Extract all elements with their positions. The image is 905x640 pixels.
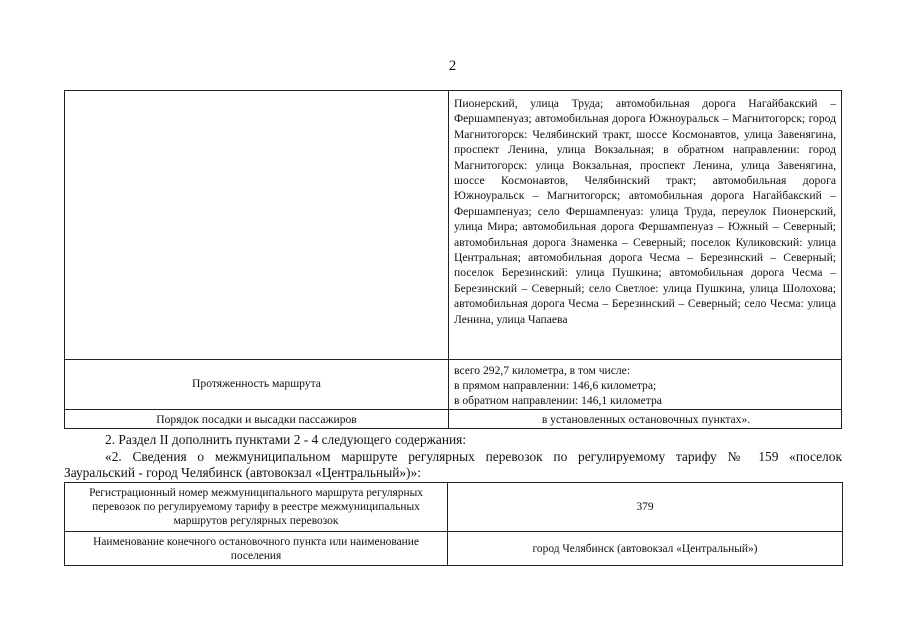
page-number: 2 (448, 58, 457, 74)
route-table-row-divider (65, 409, 841, 410)
table-row (65, 532, 843, 566)
route-length-back: в обратном направлении: 146,1 километра (454, 394, 662, 407)
route-length-forward: в прямом направлении: 146,6 километра; (454, 379, 657, 392)
route-length-total: всего 292,7 километра, в том числе: (454, 364, 631, 377)
route-159-table (64, 482, 843, 566)
table-row (65, 483, 843, 532)
paragraph-section-2: 2. Раздел II дополнить пунктами 2 - 4 следующего содержания: (105, 432, 467, 447)
route-length-value (454, 363, 836, 408)
terminal-stop-label: Наименование конечного остановочного пункта или наименование поселения (65, 532, 448, 566)
route-description: Пионерский, улица Труда; автомобильная дорога Нагайбакский – Фершампенуаз; автомобильная дорога Южноуральск – Магнитогорск; город Магнитогорск: Челябинский тракт, шоссе Космонавтов, улица Завенягина, проспект Ленина, улица Вокзальная; в обратном направлении: город Магнитогорск: улица Вокзальная, проспект Ленина, улица Завенягина, шоссе Космонавтов, Челябинский тракт; автомобильная дорога Южноуральск – Магнитогорск; автомобильная дорога Нагайбакский – Фершампенуаз; село Фершампенуаз: улица Труда, переулок Пионерский, улица Мира; автомобильная дорога Фершампенуаз – Южный – Северный; автомобильная дорога Знаменка – Северный; поселок Куликовский: улица Центральная; автомобильная дорога Чесма – Березинский – Северный; поселок Березинский: улица Пушкина; автомобильная дорога Чесма – Березинский – Северный; село Светлое: улица Пушкина, улица Шолохова; автомобильная дорога Чесма – Березинский – Северный; село Чесма: улица Ленина, улица Чапаева (454, 97, 836, 326)
registration-number-value: 379 (448, 483, 843, 532)
route-length-label: Протяженность маршрута (192, 377, 321, 390)
route-table (64, 90, 842, 429)
boarding-label: Порядок посадки и высадки пассажиров (156, 413, 357, 426)
registration-number-label: Регистрационный номер межмуниципального маршрута регулярных перевозок по регулируемому тарифу в реестре межмуниципальных маршрутов регулярных перевозок (65, 483, 448, 532)
paragraph-route-159-line1: «2. Сведения о межмуниципальном маршруте регулярных перевозок по регулируемому тарифу № 159 «поселок (105, 449, 842, 464)
boarding-value: в установленных остановочных пунктах». (541, 413, 751, 426)
terminal-stop-value: город Челябинск (автовокзал «Центральный») (448, 532, 843, 566)
route-table-column-divider (448, 91, 449, 428)
route-table-row-divider (65, 359, 841, 360)
paragraph-route-159-line2: Зауральский - город Челябинск (автовокзал «Центральный»)»: (64, 465, 421, 480)
